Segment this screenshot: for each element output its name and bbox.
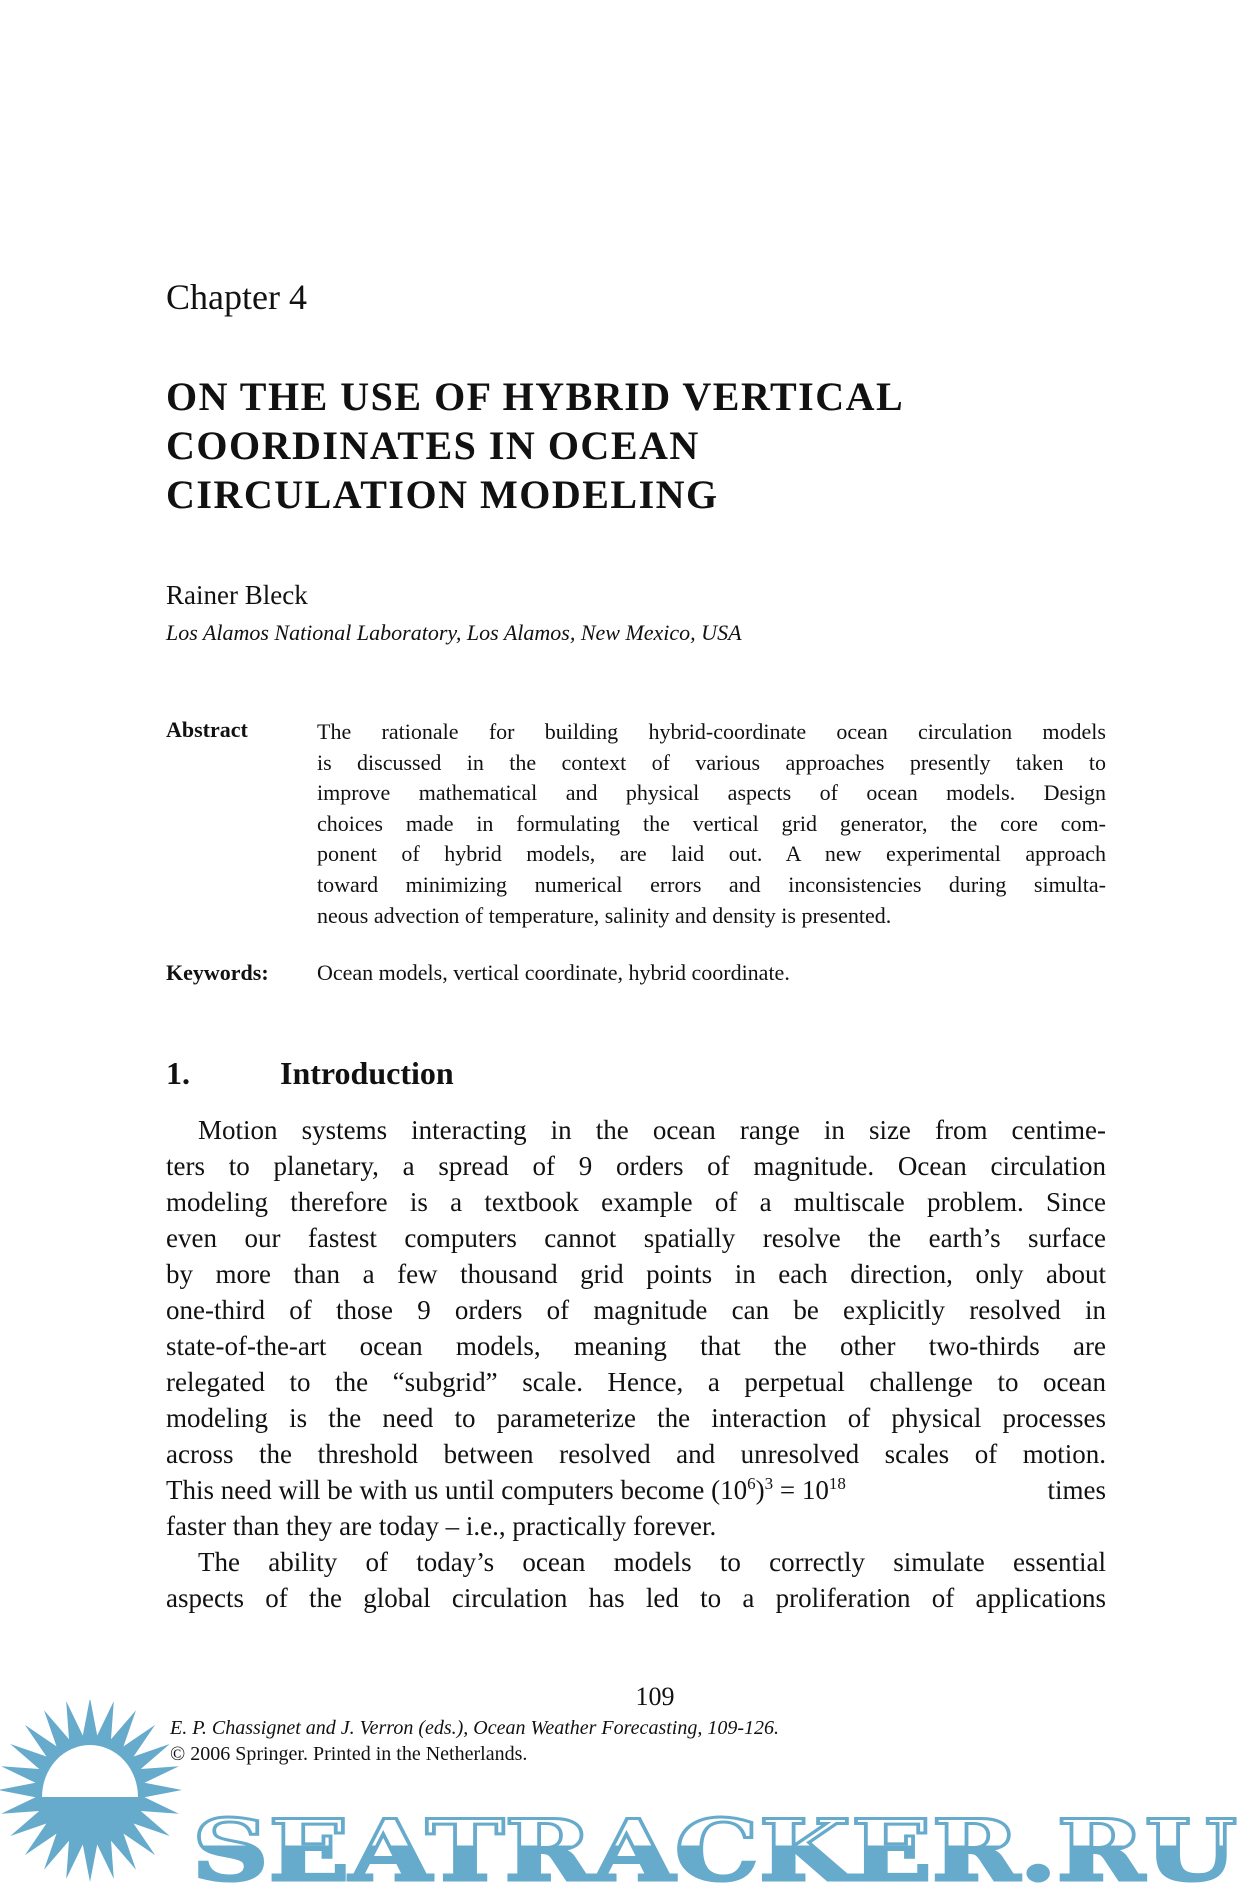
body-line: state-of-the-art ocean models, meaning that the other two-thirds are (166, 1331, 1106, 1361)
body-line: Motion systems interacting in the ocean range in size from centime- (198, 1115, 1106, 1145)
section-title: Introduction (280, 1055, 454, 1091)
formula-line (166, 1472, 1106, 1508)
body-line: faster than they are today – i.e., practically forever. (166, 1511, 717, 1541)
title-line: COORDINATES IN OCEAN (166, 423, 700, 468)
formula-text (166, 1472, 846, 1508)
body-line: aspects of the global circulation has led to a proliferation of applications (166, 1583, 1106, 1613)
abstract-line: neous advection of temperature, salinity and density is presented. (317, 902, 892, 928)
abstract-line: toward minimizing numerical errors and inconsistencies during simulta- (317, 871, 1106, 897)
abstract-text (317, 717, 1106, 931)
watermark-text: SEATRACKER.RU (192, 1801, 1237, 1890)
body-text (166, 1112, 1106, 1616)
keywords-label: Keywords: (166, 960, 269, 985)
abstract-line: The rationale for building hybrid-coordinate ocean circulation models (317, 719, 1106, 744)
title-line: ON THE USE OF HYBRID VERTICAL (166, 374, 905, 419)
section-number: 1. (166, 1055, 190, 1091)
body-line: by more than a few thousand grid points in each direction, only about (166, 1259, 1106, 1289)
body-line: ters to planetary, a spread of 9 orders of magnitude. Ocean circulation (166, 1151, 1106, 1181)
formula-sup: 18 (828, 1474, 846, 1493)
abstract-label: Abstract (166, 717, 248, 742)
body-line: modeling therefore is a textbook example of a multiscale problem. Since (166, 1187, 1106, 1217)
keywords-text: Ocean models, vertical coordinate, hybrid coordinate. (317, 960, 790, 985)
footer-copyright: © 2006 Springer. Printed in the Netherlands. (170, 1743, 528, 1765)
formula-mid: ) (755, 1475, 765, 1505)
body-line: one-third of those 9 orders of magnitude can be explicitly resolved in (166, 1295, 1106, 1325)
body-line: even our fastest computers cannot spatially resolve the earth’s surface (166, 1223, 1106, 1253)
formula-sup: 6 (747, 1474, 756, 1493)
formula-eq: = 10 (773, 1475, 829, 1505)
abstract-line: is discussed in the context of various approaches presently taken to (317, 749, 1106, 775)
chapter-label: Chapter 4 (166, 277, 307, 317)
footer-citation: E. P. Chassignet and J. Verron (eds.), Ocean Weather Forecasting, 109-126. (170, 1717, 779, 1739)
formula-sup: 3 (764, 1474, 774, 1493)
formula-post: times (1040, 1475, 1106, 1505)
author-name: Rainer Bleck (166, 580, 308, 610)
abstract-line: choices made in formulating the vertical grid generator, the core com- (317, 810, 1106, 836)
author-affiliation: Los Alamos National Laboratory, Los Alamos, New Mexico, USA (166, 620, 742, 645)
body-line: modeling is the need to parameterize the interaction of physical processes (166, 1403, 1106, 1433)
body-line: relegated to the “subgrid” scale. Hence, a perpetual challenge to ocean (166, 1367, 1106, 1397)
page-number: 109 (635, 1682, 675, 1711)
abstract-line: improve mathematical and physical aspects of ocean models. Design (317, 780, 1106, 806)
chapter-title (166, 372, 904, 519)
body-line: The ability of today’s ocean models to correctly simulate essential (198, 1547, 1106, 1577)
formula-pre: This need will be with us until computers become (10 (166, 1475, 748, 1505)
title-line: CIRCULATION MODELING (166, 472, 719, 517)
abstract-line: ponent of hybrid models, are laid out. A new experimental approach (317, 841, 1106, 867)
body-line: across the threshold between resolved and unresolved scales of motion. (166, 1439, 1106, 1469)
